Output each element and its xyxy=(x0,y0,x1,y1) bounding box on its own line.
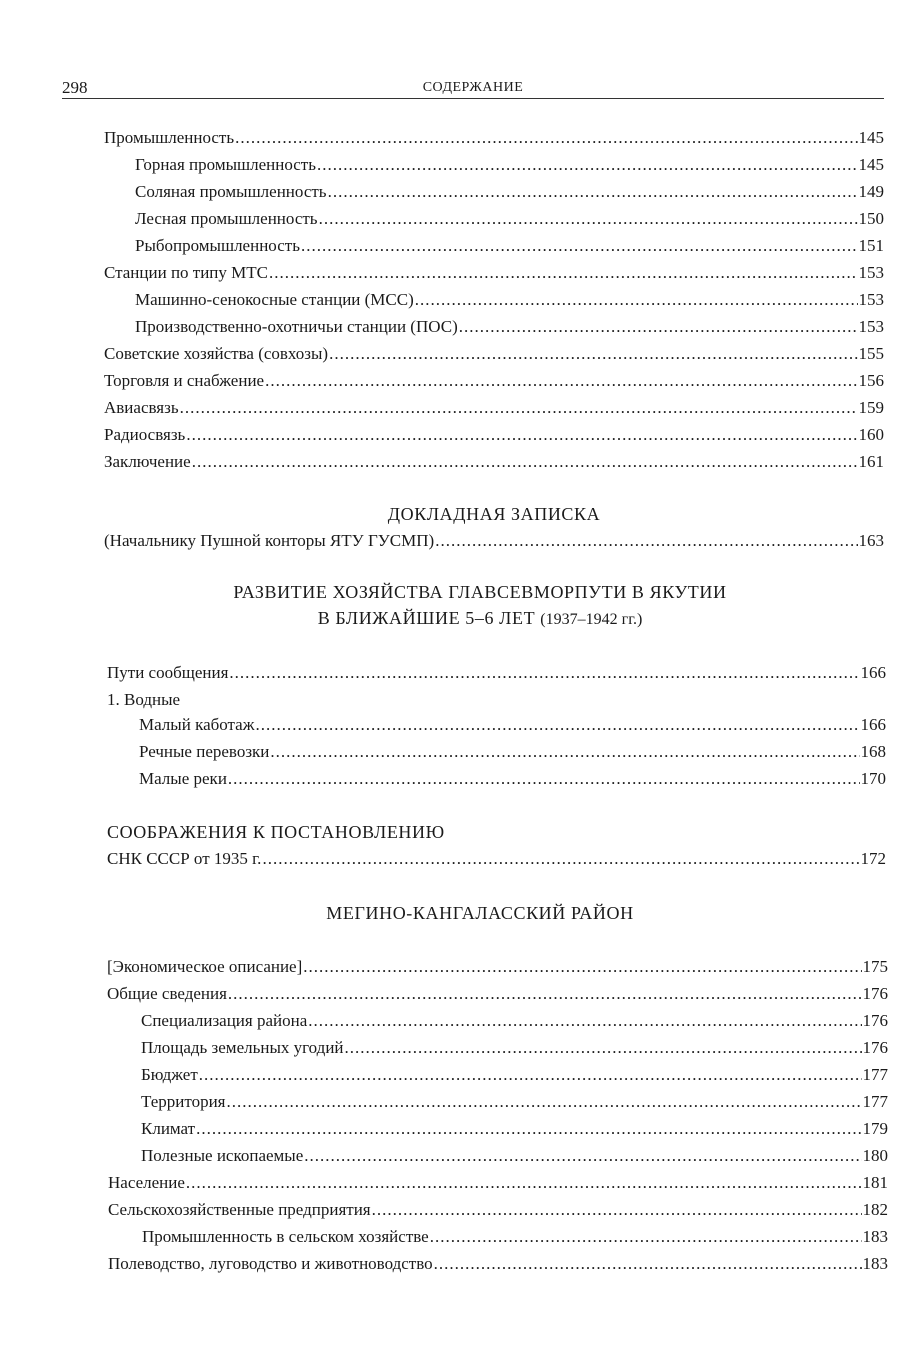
toc-entry-page: 163 xyxy=(858,531,884,550)
dot-leader xyxy=(196,1118,861,1140)
toc-entry-page: 176 xyxy=(862,1038,888,1057)
dot-leader xyxy=(235,127,857,149)
toc-entry-page: 153 xyxy=(858,263,884,282)
dot-leader xyxy=(192,451,858,473)
toc-entry-label: СНК СССР от 1935 г. xyxy=(107,849,262,868)
toc-entry[interactable] xyxy=(107,848,886,870)
toc-entry-page: 176 xyxy=(862,1011,888,1030)
toc-entry-page: 166 xyxy=(860,663,886,682)
dot-leader xyxy=(308,1010,861,1032)
dot-leader xyxy=(415,289,858,311)
dot-leader xyxy=(319,208,858,230)
toc-entry-page: 159 xyxy=(858,398,884,417)
toc-entry[interactable] xyxy=(135,316,884,338)
toc-entry-page: 168 xyxy=(860,742,886,761)
toc-entry[interactable] xyxy=(135,154,884,176)
toc-entry[interactable] xyxy=(141,1010,888,1032)
toc-entry[interactable] xyxy=(104,424,884,446)
section-heading-considerations: СООБРАЖЕНИЯ К ПОСТАНОВЛЕНИЮ xyxy=(107,822,445,842)
toc-entry-label: Заключение xyxy=(104,452,191,471)
dot-leader xyxy=(262,848,859,870)
toc-entry-label: Сельскохозяйственные предприятия xyxy=(108,1200,371,1219)
toc-entry-page: 179 xyxy=(862,1119,888,1138)
dot-leader xyxy=(459,316,858,338)
toc-entry-page: 183 xyxy=(862,1254,888,1273)
toc-entry[interactable] xyxy=(107,956,888,978)
toc-entry[interactable] xyxy=(135,289,884,311)
section-heading-development-line2 xyxy=(90,606,870,632)
toc-entry-label: (Начальнику Пушной конторы ЯТУ ГУСМП) xyxy=(104,531,435,550)
toc-entry-page: 161 xyxy=(858,452,884,471)
dot-leader xyxy=(228,983,862,1005)
toc-entry[interactable] xyxy=(139,741,886,763)
dot-leader xyxy=(372,1199,862,1221)
toc-entry-label: Машинно-сенокосные станции (МСС) xyxy=(135,290,414,309)
toc-entry-label: Производственно-охотничьи станции (ПОС) xyxy=(135,317,458,336)
toc-entry-label: Речные перевозки xyxy=(139,742,270,761)
toc-entry-page: 181 xyxy=(862,1173,888,1192)
toc-entry-label: Советские хозяйства (совхозы) xyxy=(104,344,329,363)
toc-entry-label: Малый каботаж xyxy=(139,715,255,734)
toc-entry[interactable] xyxy=(108,1253,888,1275)
toc-entry-label: Специализация района xyxy=(141,1011,308,1030)
toc-entry-page: 150 xyxy=(858,209,884,228)
toc-entry[interactable] xyxy=(141,1037,888,1059)
toc-entry[interactable] xyxy=(141,1145,888,1167)
dot-leader xyxy=(270,741,859,763)
toc-entry-label: Территория xyxy=(141,1092,226,1111)
dot-leader xyxy=(265,370,857,392)
toc-entry[interactable] xyxy=(135,208,884,230)
toc-entry[interactable] xyxy=(104,127,884,149)
toc-entry-label: Общие сведения xyxy=(107,984,227,1003)
toc-entry[interactable] xyxy=(108,1172,888,1194)
dot-leader xyxy=(255,714,859,736)
dot-leader xyxy=(301,235,858,257)
dot-leader xyxy=(328,181,858,203)
toc-entry[interactable] xyxy=(142,1226,888,1248)
toc-entry-page: 145 xyxy=(858,155,884,174)
toc-entry-label: Полеводство, луговодство и животноводство xyxy=(108,1254,433,1273)
toc-entry-label: [Экономическое описание] xyxy=(107,957,303,976)
toc-entry-label: Радиосвязь xyxy=(104,425,186,444)
section-heading-megino: МЕГИНО-КАНГАЛАССКИЙ РАЙОН xyxy=(326,903,634,923)
toc-entry-label: Климат xyxy=(141,1119,196,1138)
toc-entry-page: 149 xyxy=(858,182,884,201)
toc-entry-label: Промышленность в сельском хозяйстве xyxy=(142,1227,429,1246)
toc-entry[interactable] xyxy=(108,1199,888,1221)
heading-line2-main: В БЛИЖАЙШИЕ 5–6 ЛЕТ xyxy=(317,608,536,628)
toc-entry[interactable] xyxy=(104,451,884,473)
toc-entry-page: 182 xyxy=(862,1200,888,1219)
toc-entry-page: 177 xyxy=(862,1065,888,1084)
toc-entry-label: Площадь земельных угодий xyxy=(141,1038,344,1057)
toc-entry[interactable] xyxy=(141,1118,888,1140)
toc-entry[interactable] xyxy=(107,983,888,1005)
toc-entry-label: Рыбопромышленность xyxy=(135,236,300,255)
dot-leader xyxy=(186,1172,862,1194)
toc-entry-page: 153 xyxy=(858,317,884,336)
running-head xyxy=(62,78,884,99)
toc-entry-label: Население xyxy=(108,1173,185,1192)
toc-entry-page: 160 xyxy=(858,425,884,444)
dot-leader xyxy=(269,262,858,284)
dot-leader xyxy=(304,1145,861,1167)
toc-entry-page: 145 xyxy=(858,128,884,147)
dot-leader xyxy=(329,343,857,365)
toc-entry-page: 155 xyxy=(858,344,884,363)
heading-line2-years: (1937–1942 гг.) xyxy=(540,611,643,628)
toc-subheading-water: 1. Водные xyxy=(107,690,181,709)
dot-leader xyxy=(186,424,857,446)
toc-entry-page: 180 xyxy=(862,1146,888,1165)
toc-entry[interactable] xyxy=(104,370,884,392)
toc-entry-label: Пути сообщения xyxy=(107,663,229,682)
toc-entry-page: 175 xyxy=(862,957,888,976)
toc-entry-page: 177 xyxy=(862,1092,888,1111)
page-number: 298 xyxy=(62,78,88,97)
toc-entry[interactable] xyxy=(135,181,884,203)
section-heading-memo: ДОКЛАДНАЯ ЗАПИСКА xyxy=(387,504,601,524)
toc-entry-page: 156 xyxy=(858,371,884,390)
toc-entry[interactable] xyxy=(141,1064,888,1086)
dot-leader xyxy=(435,530,857,552)
toc-entry[interactable] xyxy=(139,714,886,736)
dot-leader xyxy=(430,1226,862,1248)
dot-leader xyxy=(317,154,858,176)
toc-entry-label: Соляная промышленность xyxy=(135,182,327,201)
dot-leader xyxy=(180,397,858,419)
dot-leader xyxy=(434,1253,862,1275)
dot-leader xyxy=(227,1091,862,1113)
toc-entry[interactable] xyxy=(139,768,886,790)
dot-leader xyxy=(303,956,861,978)
running-title: СОДЕРЖАНИЕ xyxy=(422,80,524,95)
toc-entry[interactable] xyxy=(107,662,886,684)
dot-leader xyxy=(228,768,860,790)
toc-entry[interactable] xyxy=(141,1091,888,1113)
section-heading-development-line1: РАЗВИТИЕ ХОЗЯЙСТВА ГЛАВСЕВМОРПУТИ В ЯКУТИИ xyxy=(233,582,727,602)
toc-entry-label: Лесная промышленность xyxy=(135,209,318,228)
toc-entry[interactable] xyxy=(104,262,884,284)
toc-entry[interactable] xyxy=(135,235,884,257)
toc-entry-label: Авиасвязь xyxy=(104,398,179,417)
dot-leader xyxy=(345,1037,862,1059)
toc-entry-page: 183 xyxy=(862,1227,888,1246)
toc-entry-label: Малые реки xyxy=(139,769,227,788)
toc-entry-label: Станции по типу МТС xyxy=(104,263,268,282)
toc-entry-page: 176 xyxy=(862,984,888,1003)
toc-entry-page: 166 xyxy=(860,715,886,734)
toc-entry-page: 172 xyxy=(860,849,886,868)
toc-entry-label: Полезные ископаемые xyxy=(141,1146,304,1165)
dot-leader xyxy=(199,1064,862,1086)
toc-entry-label: Бюджет xyxy=(141,1065,198,1084)
toc-entry-label: Горная промышленность xyxy=(135,155,316,174)
toc-entry-label: Промышленность xyxy=(104,128,235,147)
toc-entry-page: 153 xyxy=(858,290,884,309)
toc-entry[interactable] xyxy=(104,397,884,419)
toc-entry[interactable] xyxy=(104,343,884,365)
toc-entry-label: Торговля и снабжение xyxy=(104,371,265,390)
dot-leader xyxy=(229,662,859,684)
toc-entry[interactable] xyxy=(104,530,884,552)
toc-entry-page: 151 xyxy=(858,236,884,255)
toc-entry-page: 170 xyxy=(860,769,886,788)
